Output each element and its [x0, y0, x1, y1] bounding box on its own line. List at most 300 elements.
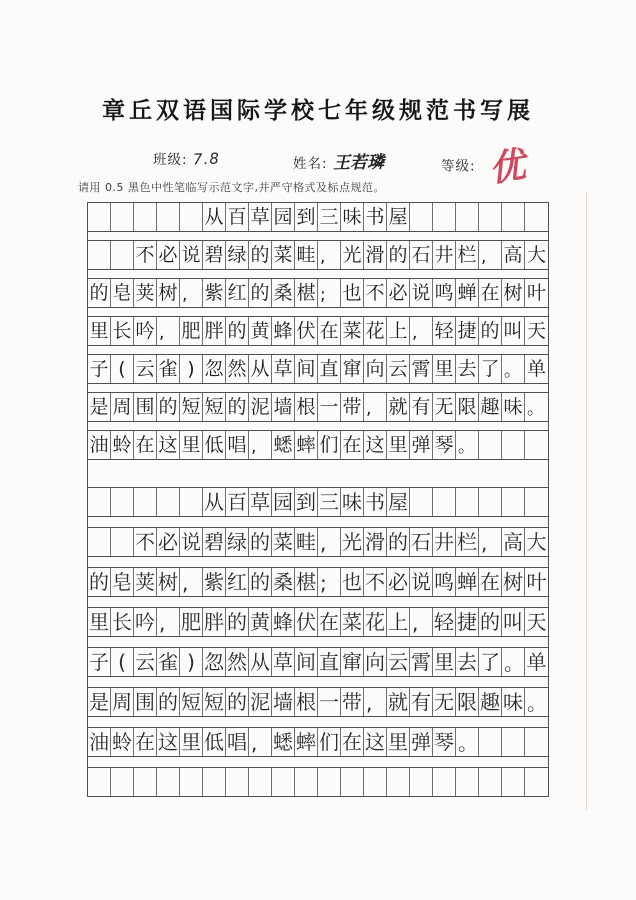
grid-cell: 从: [249, 355, 272, 383]
grid-cell: 在: [480, 570, 500, 594]
grid-cell: 天: [526, 319, 546, 342]
grid-cell: 去: [457, 650, 477, 674]
grid-cell: [157, 203, 180, 231]
grid-cell: 里: [88, 317, 111, 345]
grid-cell: 。: [456, 431, 479, 459]
grid-cell: [88, 203, 111, 231]
page-title: 章丘双语国际学校七年级规范书写展: [102, 97, 534, 124]
grid-cell: [456, 203, 479, 231]
grid-cell: 轻: [434, 610, 454, 634]
grid-cell: 到: [296, 490, 316, 514]
grid-cell: 向: [365, 650, 385, 674]
row-spacer: [87, 270, 549, 278]
grid-row: [87, 487, 549, 517]
grid-cell: 必: [387, 279, 410, 307]
grid-cell: 。: [456, 728, 479, 756]
grid-cell: 花: [364, 317, 387, 345]
grid-cell: 菜: [272, 241, 295, 269]
student-copy-grid: [87, 487, 549, 797]
grid-cell: 有: [410, 393, 433, 421]
grid-cell: 的: [88, 279, 111, 307]
grid-cell: 雀: [157, 355, 180, 383]
grid-cell: 椹: [295, 279, 318, 307]
grid-cell: [111, 768, 134, 796]
grid-row: [87, 567, 549, 597]
grid-cell: 叶: [526, 570, 547, 594]
grid-cell: 然: [226, 355, 249, 383]
grid-cell: [111, 203, 134, 231]
grid-cell: 紫: [204, 570, 224, 594]
grid-cell: 趣: [479, 393, 502, 421]
grid-cell: 书: [365, 490, 385, 514]
grid-cell: 的: [479, 317, 502, 345]
grid-cell: 云: [388, 650, 408, 674]
grid-cell: [525, 203, 548, 231]
grid-cell: ,: [364, 688, 387, 716]
grid-cell: [502, 728, 525, 756]
grid-cell: 在: [319, 610, 339, 634]
grid-cell: [525, 488, 548, 516]
grid-cell: 的: [388, 530, 408, 554]
grid-cell: 伏: [296, 610, 316, 634]
grid-cell: 桑: [273, 570, 293, 594]
grid-cell: 味: [502, 393, 525, 421]
grid-cell: 们: [318, 431, 341, 459]
scan-edge-line: [586, 192, 587, 810]
grid-cell: 蟀: [295, 431, 318, 459]
grid-cell: 限: [456, 393, 479, 421]
grid-cell: 高: [503, 530, 523, 554]
grid-cell: ,: [410, 608, 433, 636]
grid-cell: 桑: [272, 279, 295, 307]
grid-cell: 天: [526, 610, 547, 634]
grid-cell: ,: [479, 528, 502, 556]
grid-cell: 窜: [342, 650, 362, 674]
grid-cell: 油: [88, 431, 111, 459]
grid-cell: 忽: [204, 650, 224, 674]
grid-cell: 草: [249, 203, 272, 231]
grid-cell: 里: [433, 355, 456, 383]
grid-cell: [88, 241, 111, 269]
grid-cell: 味: [503, 690, 523, 714]
grid-cell: [410, 203, 433, 231]
grid-cell: 树: [503, 570, 523, 594]
grid-cell: [456, 768, 479, 796]
grid-cell: 的: [157, 393, 180, 421]
grid-cell: 围: [134, 393, 157, 421]
grid-cell: 必: [157, 241, 180, 269]
grid-cell: 窜: [341, 355, 364, 383]
grid-cell: 们: [319, 730, 339, 754]
grid-cell: [502, 431, 525, 459]
grid-cell: 的: [250, 570, 270, 594]
grid-cell: 单: [526, 650, 547, 674]
grid-cell: 了: [480, 650, 500, 674]
grid-cell: 蜂: [273, 610, 293, 634]
grid-cell: [111, 528, 134, 556]
grid-cell: 从: [203, 203, 226, 231]
grid-cell: [318, 768, 341, 796]
grid-cell: 上: [388, 610, 408, 634]
grid-cell: 树: [502, 279, 525, 307]
grid-row: [87, 767, 549, 797]
grid-cell: 忽: [203, 355, 226, 383]
grid-cell: 上: [387, 317, 410, 345]
grid-row: [87, 527, 549, 557]
grid-cell: 草: [273, 650, 293, 674]
grid-cell: 草: [250, 490, 270, 514]
grid-cell: 的: [158, 690, 178, 714]
grid-cell: 围: [135, 690, 155, 714]
grid-cell: 雀: [158, 650, 178, 674]
grid-cell: 石: [410, 241, 433, 269]
grid-cell: 无: [433, 393, 456, 421]
grid-cell: 园: [272, 203, 295, 231]
name-label: 姓名:: [293, 156, 328, 172]
grid-cell: [525, 431, 548, 459]
grid-cell: 就: [387, 393, 410, 421]
grid-cell: 根: [295, 393, 318, 421]
grid-cell: 趣: [480, 690, 500, 714]
grid-cell: 云: [387, 355, 410, 383]
grid-cell: 的: [249, 241, 272, 269]
grid-cell: 蛉: [112, 730, 132, 754]
grid-cell: [479, 728, 502, 756]
grid-cell: 。: [527, 399, 544, 419]
grid-cell: 高: [502, 241, 525, 269]
row-spacer: [87, 384, 549, 392]
grid-cell: [88, 768, 111, 796]
grid-cell: 胖: [204, 610, 224, 634]
grid-cell: [180, 488, 203, 516]
grid-cell: 霄: [411, 650, 431, 674]
grid-cell: 的: [227, 690, 247, 714]
grid-cell: 到: [295, 203, 318, 231]
grid-row: [87, 202, 549, 232]
grid-cell: 间: [295, 355, 318, 383]
grid-cell: ,: [249, 431, 272, 459]
grid-cell: ;: [318, 568, 341, 596]
grid-cell: 的: [387, 241, 410, 269]
grid-cell: [180, 203, 203, 231]
grid-cell: 在: [135, 730, 155, 754]
grid-cell: 光: [342, 530, 362, 554]
grid-cell: [341, 768, 364, 796]
grid-cell: 黄: [250, 610, 270, 634]
grid-cell: 唱: [226, 431, 249, 459]
row-spacer: [87, 717, 549, 727]
grid-cell: [157, 768, 180, 796]
grid-cell: ,: [479, 241, 502, 269]
grid-cell: 荚: [134, 279, 157, 307]
grid-cell: ,: [364, 393, 387, 421]
grid-cell: 无: [434, 690, 454, 714]
grid-cell: 井: [433, 241, 456, 269]
grade-label: 等级:: [441, 158, 476, 175]
grid-cell: 光: [341, 241, 364, 269]
grid-cell: [525, 728, 548, 756]
grid-cell: 轻: [433, 317, 456, 345]
grid-cell: [479, 488, 502, 516]
grid-cell: 椹: [296, 570, 316, 594]
grid-cell: 说: [410, 279, 433, 307]
grid-row: [87, 278, 549, 308]
grid-cell: 说: [411, 570, 431, 594]
grid-cell: 蜂: [272, 317, 295, 345]
grid-cell: 荚: [135, 570, 155, 594]
grid-cell: 长: [111, 317, 134, 345]
grid-cell: 里: [180, 431, 203, 459]
grid-cell: 在: [342, 730, 362, 754]
grid-cell: 滑: [364, 241, 387, 269]
grid-cell: 这: [364, 431, 387, 459]
grid-cell: 周: [112, 690, 132, 714]
grid-cell: [134, 768, 157, 796]
grid-cell: ,: [157, 317, 180, 345]
grid-cell: 这: [157, 431, 180, 459]
grid-cell: 草: [272, 355, 295, 383]
row-spacer: [87, 557, 549, 567]
grid-cell: 大: [526, 243, 546, 266]
grid-cell: 菜: [342, 610, 362, 634]
grid-cell: 碧: [203, 241, 226, 269]
grid-cell: [295, 768, 318, 796]
grid-cell: 短: [204, 690, 224, 714]
grid-cell: 百: [226, 203, 249, 231]
grade-value: 优: [486, 144, 528, 191]
grid-cell: 肥: [181, 610, 201, 634]
grid-cell: 肥: [180, 317, 203, 345]
grid-cell: 树: [157, 279, 180, 307]
grid-cell: 是: [88, 393, 111, 421]
grid-cell: 栏: [456, 241, 479, 269]
grid-cell: 蟋: [272, 431, 295, 459]
grid-cell: 大: [526, 530, 547, 554]
grid-cell: [364, 768, 387, 796]
grid-cell: 唱: [227, 730, 247, 754]
grid-cell: 弹: [410, 431, 433, 459]
grid-cell: 里: [181, 730, 201, 754]
row-spacer: [87, 422, 549, 430]
grid-row: [87, 687, 549, 717]
row-spacer: [87, 637, 549, 647]
grid-cell: [502, 768, 525, 796]
grid-cell: 屋: [387, 203, 410, 231]
grid-cell: [180, 768, 203, 796]
grid-cell: [502, 203, 525, 231]
grid-cell: 带: [341, 393, 364, 421]
grid-cell: ,: [180, 279, 203, 307]
grid-cell: 叫: [503, 610, 523, 634]
grid-cell: ,: [180, 568, 203, 596]
grid-cell: 墙: [272, 393, 295, 421]
grid-cell: 胖: [203, 317, 226, 345]
grid-cell: ,: [157, 608, 180, 636]
grid-cell: 蟀: [296, 730, 316, 754]
grid-cell: 的: [226, 317, 249, 345]
grid-cell: 子: [88, 355, 111, 383]
grid-cell: 云: [134, 355, 157, 383]
grid-cell: [433, 488, 456, 516]
grid-cell: 吟: [135, 610, 155, 634]
grid-cell: 皂: [112, 570, 132, 594]
grid-cell: 必: [158, 530, 178, 554]
grade-field: [441, 144, 528, 191]
grid-cell: 的: [250, 530, 270, 554]
grid-cell: 这: [365, 730, 385, 754]
grid-cell: 短: [180, 393, 203, 421]
grid-cell: 必: [388, 570, 408, 594]
row-spacer: [87, 346, 549, 354]
class-label: 班级:: [153, 152, 188, 168]
name-value: 王若璘: [332, 152, 384, 174]
grid-cell: 菜: [341, 317, 364, 345]
grid-cell: 琴: [433, 431, 456, 459]
grid-cell: ,: [318, 528, 341, 556]
grid-cell: 。: [502, 355, 525, 383]
grid-cell: 是: [89, 690, 109, 714]
grid-cell: 在: [134, 431, 157, 459]
grid-cell: 周: [111, 393, 134, 421]
grid-cell: 泥: [249, 393, 272, 421]
grid-cell: 不: [365, 570, 385, 594]
grid-cell: 低: [203, 431, 226, 459]
grid-cell: ): [180, 648, 203, 676]
grid-cell: 叶: [526, 281, 546, 304]
grid-cell: 味: [341, 203, 364, 231]
grid-cell: 紫: [203, 279, 226, 307]
grid-cell: 了: [479, 355, 502, 383]
grid-cell: [226, 768, 249, 796]
grid-cell: 的: [249, 279, 272, 307]
grid-cell: 畦: [296, 530, 316, 554]
grid-cell: 三: [319, 490, 339, 514]
grid-cell: 菜: [273, 530, 293, 554]
grid-cell: 向: [364, 355, 387, 383]
class-value: 7.8: [192, 149, 220, 169]
grid-cell: 滑: [365, 530, 385, 554]
grid-cell: 短: [181, 690, 201, 714]
grid-cell: 三: [318, 203, 341, 231]
grid-cell: [387, 768, 410, 796]
grid-cell: 去: [456, 355, 479, 383]
grid-cell: 园: [273, 490, 293, 514]
grid-cell: 鸣: [434, 570, 454, 594]
class-field: [153, 148, 220, 168]
grid-row: [87, 727, 549, 757]
grid-row: [87, 647, 549, 677]
grid-cell: 味: [342, 490, 362, 514]
grid-cell: 鸣: [433, 279, 456, 307]
grid-cell: 叫: [502, 317, 525, 345]
grid-cell: 这: [158, 730, 178, 754]
grid-cell: 也: [342, 570, 362, 594]
grid-row: [87, 430, 549, 460]
grid-cell: 说: [181, 530, 201, 554]
grid-cell: 在: [318, 317, 341, 345]
section-divider: [87, 460, 549, 487]
grid-cell: [479, 431, 502, 459]
grid-cell: 百: [227, 490, 247, 514]
grid-cell: [410, 768, 433, 796]
grid-cell: [456, 488, 479, 516]
grid-cell: [410, 488, 433, 516]
grid-row: [87, 316, 549, 346]
grid-cell: 间: [296, 650, 316, 674]
row-spacer: [87, 308, 549, 316]
grid-cell: 皂: [111, 279, 134, 307]
grid-row: [87, 392, 549, 422]
grid-cell: 红: [227, 570, 247, 594]
grid-row: [87, 607, 549, 637]
grid-cell: 一: [319, 690, 339, 714]
grid-cell: 石: [411, 530, 431, 554]
grid-cell: 限: [457, 690, 477, 714]
grid-cell: 长: [112, 610, 132, 634]
grid-cell: 在: [341, 431, 364, 459]
grid-cell: 单: [526, 357, 546, 380]
grid-row: [87, 240, 549, 270]
grid-cell: 然: [227, 650, 247, 674]
grid-cell: 直: [319, 650, 339, 674]
grid-cell: 不: [135, 530, 155, 554]
grid-cell: 屋: [388, 490, 408, 514]
instruction-text: 请用 0.5 黑色中性笔临写示范文字,并严守格式及标点规范。: [78, 181, 385, 194]
grid-cell: 泥: [250, 690, 270, 714]
grid-cell: 花: [365, 610, 385, 634]
grid-cell: 的: [226, 393, 249, 421]
row-spacer: [87, 517, 549, 527]
row-spacer: [87, 232, 549, 240]
name-field: [293, 148, 384, 173]
grid-cell: (: [111, 648, 134, 676]
grid-cell: 弹: [411, 730, 431, 754]
grid-cell: 也: [341, 279, 364, 307]
grid-cell: [433, 768, 456, 796]
row-spacer: [87, 597, 549, 607]
grid-cell: 捷: [457, 610, 477, 634]
grid-cell: ,: [410, 317, 433, 345]
grid-cell: 就: [388, 690, 408, 714]
grid-cell: 里: [434, 650, 454, 674]
grid-cell: 伏: [295, 317, 318, 345]
grid-cell: [111, 488, 134, 516]
grid-cell: 栏: [457, 530, 477, 554]
grid-cell: 里: [387, 431, 410, 459]
grid-cell: 说: [180, 241, 203, 269]
grid-cell: 墙: [273, 690, 293, 714]
grid-cell: [433, 203, 456, 231]
grid-cell: [88, 488, 111, 516]
grid-cell: [157, 488, 180, 516]
grid-cell: ;: [318, 279, 341, 307]
grid-cell: [525, 768, 548, 796]
grid-cell: [479, 203, 502, 231]
grid-cell: 。: [527, 691, 547, 715]
grid-cell: 蛉: [111, 431, 134, 459]
grid-cell: 从: [250, 650, 270, 674]
grid-cell: 绿: [227, 530, 247, 554]
grid-cell: 直: [318, 355, 341, 383]
grid-cell: 从: [204, 490, 224, 514]
grid-cell: 带: [342, 690, 362, 714]
grid-cell: 短: [203, 393, 226, 421]
grid-cell: 。: [502, 648, 525, 676]
grid-cell: ,: [249, 728, 272, 756]
grid-cell: 里: [89, 610, 109, 634]
grid-cell: [479, 768, 502, 796]
grid-cell: 绿: [226, 241, 249, 269]
